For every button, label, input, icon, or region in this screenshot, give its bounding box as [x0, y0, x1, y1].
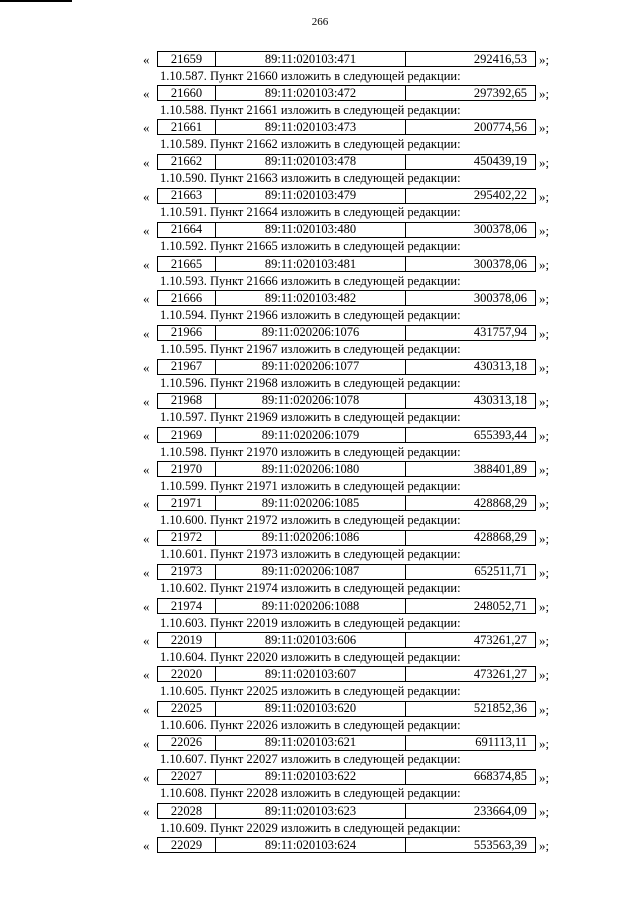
amendment-instruction: 1.10.589. Пункт 21662 изложить в следующей редакции: — [160, 136, 461, 151]
opening-quote: « — [143, 735, 150, 751]
value-cell: 428868,29 — [473, 530, 527, 545]
row-cells — [157, 188, 536, 204]
item-number-cell: 22029 — [158, 838, 216, 852]
table-row — [0, 802, 640, 820]
closing-quote: »; — [539, 291, 550, 307]
cadastral-number-cell: 89:11:020206:1088 — [216, 599, 406, 613]
row-cells — [157, 325, 536, 341]
value-cell: 473261,27 — [473, 666, 527, 681]
table-row — [0, 118, 640, 136]
value-cell: 521852,36 — [473, 701, 527, 716]
closing-quote: »; — [539, 838, 550, 854]
amendment-instruction: 1.10.607. Пункт 22027 изложить в следующей редакции: — [160, 752, 461, 767]
table-row — [0, 460, 640, 478]
amendment-instruction: 1.10.609. Пункт 22029 изложить в следующей редакции: — [160, 820, 461, 835]
item-number-cell: 21973 — [158, 565, 216, 579]
amendment-instruction: 1.10.605. Пункт 22025 изложить в следующей редакции: — [160, 683, 461, 698]
value-cell: 655393,44 — [473, 427, 527, 442]
closing-quote: »; — [539, 735, 550, 751]
amendment-instruction: 1.10.600. Пункт 21972 изложить в следующей редакции: — [160, 512, 461, 527]
amendment-instruction: 1.10.608. Пункт 22028 изложить в следующей редакции: — [160, 786, 461, 801]
row-block — [0, 289, 640, 323]
value-cell: 428868,29 — [473, 495, 527, 510]
opening-quote: « — [143, 530, 150, 546]
opening-quote: « — [143, 154, 150, 170]
item-number-cell: 22019 — [158, 633, 216, 647]
opening-quote: « — [143, 769, 150, 785]
amendment-instruction: 1.10.599. Пункт 21971 изложить в следующей редакции: — [160, 478, 461, 493]
table-row — [0, 426, 640, 444]
value-cell: 430313,18 — [473, 359, 527, 374]
table-row — [0, 734, 640, 752]
cadastral-number-cell: 89:11:020206:1086 — [216, 531, 406, 545]
table-row — [0, 324, 640, 342]
closing-quote: »; — [539, 325, 550, 341]
opening-quote: « — [143, 188, 150, 204]
item-number-cell: 21970 — [158, 462, 216, 476]
item-number-cell: 21659 — [158, 52, 216, 66]
row-cells — [157, 735, 536, 751]
row-cells — [157, 119, 536, 135]
opening-quote: « — [143, 222, 150, 238]
amendment-instruction: 1.10.603. Пункт 22019 изложить в следующей редакции: — [160, 615, 461, 630]
item-number-cell: 21967 — [158, 360, 216, 374]
opening-quote: « — [143, 86, 150, 102]
row-block — [0, 255, 640, 289]
table-row — [0, 836, 640, 854]
amendment-instruction: 1.10.601. Пункт 21973 изложить в следующей редакции: — [160, 547, 461, 562]
value-cell: 430313,18 — [473, 393, 527, 408]
closing-quote: »; — [539, 154, 550, 170]
row-block — [0, 665, 640, 699]
item-number-cell: 22025 — [158, 702, 216, 716]
row-block — [0, 494, 640, 528]
closing-quote: »; — [539, 188, 550, 204]
cadastral-number-cell: 89:11:020103:621 — [216, 736, 406, 750]
opening-quote: « — [143, 599, 150, 614]
closing-quote: »; — [539, 86, 550, 102]
value-cell: 388401,89 — [473, 461, 527, 476]
value-cell: 691113,11 — [475, 735, 527, 750]
closing-quote: »; — [539, 222, 550, 238]
closing-quote: »; — [539, 428, 550, 444]
cadastral-number-cell: 89:11:020206:1080 — [216, 462, 406, 476]
row-cells — [157, 632, 536, 648]
opening-quote: « — [143, 428, 150, 444]
closing-quote: »; — [539, 52, 550, 67]
cadastral-number-cell: 89:11:020103:620 — [216, 702, 406, 716]
row-block — [0, 734, 640, 768]
item-number-cell: 21968 — [158, 394, 216, 408]
opening-quote: « — [143, 701, 150, 717]
row-cells — [157, 256, 536, 272]
cadastral-number-cell: 89:11:020103:482 — [216, 291, 406, 305]
row-block — [0, 700, 640, 734]
table-row — [0, 187, 640, 205]
amendment-instruction: 1.10.595. Пункт 21967 изложить в следующей редакции: — [160, 342, 461, 356]
table-row — [0, 358, 640, 376]
row-cells — [157, 803, 536, 819]
table-row — [0, 700, 640, 718]
value-cell: 292416,53 — [473, 51, 527, 66]
row-block — [0, 324, 640, 358]
row-cells — [157, 393, 536, 409]
row-cells — [157, 530, 536, 546]
table-row — [0, 768, 640, 786]
table-row — [0, 50, 640, 68]
table-row — [0, 84, 640, 102]
table-row — [0, 494, 640, 512]
cadastral-number-cell: 89:11:020206:1079 — [216, 428, 406, 442]
row-cells — [157, 666, 536, 682]
row-block — [0, 802, 640, 836]
item-number-cell: 22027 — [158, 770, 216, 784]
closing-quote: »; — [539, 701, 550, 717]
document-body — [0, 50, 640, 871]
opening-quote: « — [143, 359, 150, 375]
amendment-instruction: 1.10.594. Пункт 21966 изложить в следующей редакции: — [160, 307, 461, 322]
item-number-cell: 21971 — [158, 496, 216, 510]
table-row — [0, 392, 640, 410]
row-cells — [157, 154, 536, 170]
cadastral-number-cell: 89:11:020103:480 — [216, 223, 406, 237]
amendment-instruction: 1.10.602. Пункт 21974 изложить в следующей редакции: — [160, 581, 461, 596]
closing-quote: »; — [539, 599, 550, 614]
row-block — [0, 153, 640, 187]
item-number-cell: 21972 — [158, 531, 216, 545]
amendment-instruction: 1.10.597. Пункт 21969 изложить в следующей редакции: — [160, 410, 461, 425]
opening-quote: « — [143, 257, 150, 273]
item-number-cell: 21660 — [158, 86, 216, 100]
closing-quote: »; — [539, 257, 550, 273]
table-row — [0, 631, 640, 649]
amendment-instruction: 1.10.606. Пункт 22026 изложить в следующей редакции: — [160, 718, 461, 733]
value-cell: 668374,85 — [473, 769, 527, 784]
opening-quote: « — [143, 667, 150, 683]
item-number-cell: 21966 — [158, 326, 216, 340]
row-block — [0, 460, 640, 494]
cadastral-number-cell: 89:11:020103:624 — [216, 838, 406, 852]
cadastral-number-cell: 89:11:020103:471 — [216, 52, 406, 66]
item-number-cell: 22028 — [158, 804, 216, 818]
amendment-instruction: 1.10.590. Пункт 21663 изложить в следующей редакции: — [160, 171, 461, 186]
row-block — [0, 631, 640, 665]
cadastral-number-cell: 89:11:020103:479 — [216, 189, 406, 203]
row-block — [0, 84, 640, 118]
cadastral-number-cell: 89:11:020103:622 — [216, 770, 406, 784]
row-block — [0, 426, 640, 460]
value-cell: 652511,71 — [474, 564, 527, 579]
opening-quote: « — [143, 52, 150, 67]
row-block — [0, 221, 640, 255]
row-block — [0, 50, 640, 84]
amendment-instruction: 1.10.596. Пункт 21968 изложить в следующей редакции: — [160, 376, 461, 391]
table-row — [0, 563, 640, 581]
closing-quote: »; — [539, 633, 550, 649]
amendment-instruction: 1.10.591. Пункт 21664 изложить в следующей редакции: — [160, 205, 461, 220]
cadastral-number-cell: 89:11:020103:478 — [216, 155, 406, 169]
value-cell: 473261,27 — [473, 632, 527, 647]
item-number-cell: 22020 — [158, 667, 216, 681]
cadastral-number-cell: 89:11:020206:1087 — [216, 565, 406, 579]
value-cell: 300378,06 — [473, 222, 527, 237]
row-cells — [157, 769, 536, 785]
opening-quote: « — [143, 120, 150, 136]
value-cell: 233664,09 — [473, 803, 527, 818]
item-number-cell: 22026 — [158, 736, 216, 750]
row-cells — [157, 427, 536, 443]
value-cell: 431757,94 — [473, 325, 527, 339]
item-number-cell: 21974 — [158, 599, 216, 613]
row-cells — [157, 359, 536, 375]
cadastral-number-cell: 89:11:020103:481 — [216, 257, 406, 271]
closing-quote: »; — [539, 667, 550, 683]
value-cell: 300378,06 — [473, 290, 527, 305]
value-cell: 200774,56 — [473, 119, 527, 134]
row-block — [0, 529, 640, 563]
row-cells — [157, 495, 536, 511]
value-cell: 553563,39 — [473, 837, 527, 852]
opening-quote: « — [143, 462, 150, 478]
row-cells — [157, 461, 536, 477]
row-cells — [157, 222, 536, 238]
row-cells — [157, 290, 536, 306]
closing-quote: »; — [539, 530, 550, 546]
value-cell: 297392,65 — [473, 85, 527, 100]
header-rule — [0, 0, 72, 2]
opening-quote: « — [143, 804, 150, 820]
row-cells — [157, 85, 536, 101]
row-block — [0, 187, 640, 221]
row-cells — [157, 51, 536, 67]
row-block — [0, 392, 640, 426]
opening-quote: « — [143, 291, 150, 307]
item-number-cell: 21665 — [158, 257, 216, 271]
value-cell: 450439,19 — [473, 154, 527, 169]
cadastral-number-cell: 89:11:020206:1078 — [216, 394, 406, 408]
page-number: 266 — [311, 16, 329, 28]
row-cells — [157, 701, 536, 717]
cadastral-number-cell: 89:11:020206:1076 — [216, 326, 406, 340]
cadastral-number-cell: 89:11:020103:472 — [216, 86, 406, 100]
table-row — [0, 255, 640, 273]
closing-quote: »; — [539, 769, 550, 785]
item-number-cell: 21662 — [158, 155, 216, 169]
value-cell: 248052,71 — [473, 598, 527, 613]
amendment-instruction: 1.10.598. Пункт 21970 изложить в следующей редакции: — [160, 444, 461, 459]
row-block — [0, 563, 640, 597]
row-cells — [157, 837, 536, 853]
amendment-instruction: 1.10.592. Пункт 21665 изложить в следующей редакции: — [160, 239, 461, 254]
row-cells — [157, 564, 536, 580]
opening-quote: « — [143, 325, 150, 341]
value-cell: 300378,06 — [473, 256, 527, 271]
closing-quote: »; — [539, 564, 550, 580]
item-number-cell: 21666 — [158, 291, 216, 305]
item-number-cell: 21969 — [158, 428, 216, 442]
item-number-cell: 21663 — [158, 189, 216, 203]
opening-quote: « — [143, 633, 150, 649]
cadastral-number-cell: 89:11:020103:607 — [216, 667, 406, 681]
table-row — [0, 665, 640, 683]
table-row — [0, 153, 640, 171]
row-block — [0, 836, 640, 870]
row-block — [0, 597, 640, 631]
opening-quote: « — [143, 838, 150, 854]
opening-quote: « — [143, 393, 150, 409]
closing-quote: »; — [539, 496, 550, 512]
amendment-instruction: 1.10.588. Пункт 21661 изложить в следующей редакции: — [160, 102, 461, 117]
amendment-instruction: 1.10.604. Пункт 22020 изложить в следующей редакции: — [160, 649, 461, 664]
row-block — [0, 768, 640, 802]
closing-quote: »; — [539, 359, 550, 375]
item-number-cell: 21661 — [158, 120, 216, 134]
amendment-instruction: 1.10.593. Пункт 21666 изложить в следующей редакции: — [160, 273, 461, 288]
cadastral-number-cell: 89:11:020103:606 — [216, 633, 406, 647]
closing-quote: »; — [539, 804, 550, 820]
closing-quote: »; — [539, 120, 550, 136]
item-number-cell: 21664 — [158, 223, 216, 237]
row-cells — [157, 598, 536, 614]
closing-quote: »; — [539, 462, 550, 478]
closing-quote: »; — [539, 393, 550, 409]
table-row — [0, 221, 640, 239]
amendment-instruction: 1.10.587. Пункт 21660 изложить в следующей редакции: — [160, 68, 461, 83]
row-block — [0, 118, 640, 152]
cadastral-number-cell: 89:11:020103:473 — [216, 120, 406, 134]
cadastral-number-cell: 89:11:020206:1077 — [216, 360, 406, 374]
value-cell: 295402,22 — [473, 188, 527, 203]
table-row — [0, 597, 640, 615]
opening-quote: « — [143, 564, 150, 580]
cadastral-number-cell: 89:11:020103:623 — [216, 804, 406, 818]
table-row — [0, 289, 640, 307]
cadastral-number-cell: 89:11:020206:1085 — [216, 496, 406, 510]
row-block — [0, 358, 640, 392]
table-row — [0, 529, 640, 547]
opening-quote: « — [143, 496, 150, 512]
